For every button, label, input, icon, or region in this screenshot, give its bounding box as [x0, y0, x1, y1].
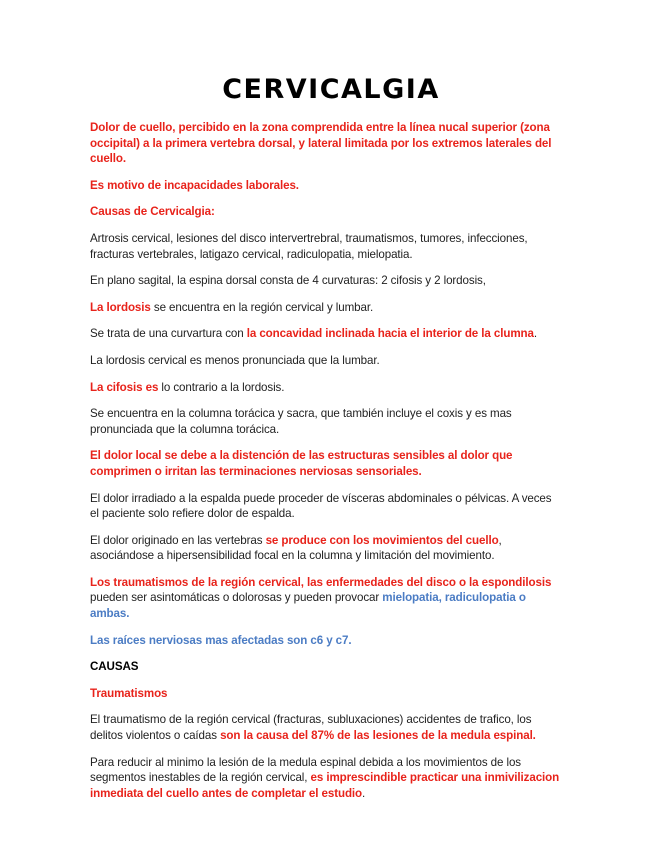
paragraph-traumatismos-region	[90, 575, 560, 622]
paragraph-dolor-local: El dolor local se debe a la distención de las estructuras sensibles al dolor que comprimen o irritan las terminaciones nerviosas sensoriales.	[90, 449, 513, 478]
paragraph-raices-nerviosas: Las raíces nerviosas mas afectadas son c6 y c7.	[90, 633, 352, 647]
concavidad-highlight: la concavidad inclinada hacia el interior de la clumna	[246, 327, 534, 341]
document-body	[90, 120, 560, 812]
reducir-end: .	[362, 786, 366, 800]
paragraph-definition: Dolor de cuello, percibido en la zona comprendida entre la línea nucal superior (zona occipital) a la primera vertebra dorsal, y lateral limitada por los extremos laterales del cuello.	[90, 121, 552, 166]
causa-87-highlight: son la causa del 87% de las lesiones de la medula espinal.	[220, 729, 536, 743]
lordosis-text: se encuentra en la región cervical y lumbar.	[150, 300, 374, 314]
paragraph-dolor-irradiado: El dolor irradiado a la espalda puede proceder de vísceras abdominales o pélvicas. A veces el paciente solo refiere dolor de espalda.	[90, 491, 552, 521]
paragraph-causas-list: Artrosis cervical, lesiones del disco intervertrebral, traumatismos, tumores, infecciones, fracturas vertebrales, latigazo cervical, radiculopatia, mielopatia.	[90, 231, 528, 261]
traumatismo-text: El traumatismo de la región cervical (fracturas, subluxaciones) accidentes de trafico, los delitos violentos o caídas	[90, 713, 532, 743]
movimientos-highlight: se produce con los movimientos del cuello	[265, 533, 499, 547]
paragraph-incapacidades: Es motivo de incapacidades laborales.	[90, 178, 299, 192]
curvatura-text: Se trata de una curvartura con	[90, 327, 247, 341]
paragraph-reducir-lesion	[90, 755, 560, 802]
curvatura-end: .	[533, 327, 537, 341]
inmovilizacion-highlight: es imprescindible practicar una inmivilizacion inmediata del cuello antes de completar el estudio	[90, 771, 560, 800]
vertebras-text: El dolor originado en las vertebras	[90, 533, 266, 547]
heading-causas: CAUSAS	[90, 660, 139, 674]
paragraph-traumatismo-region	[90, 712, 560, 743]
paragraph-cifosis	[90, 380, 560, 396]
paragraph-lordosis	[90, 300, 560, 316]
heading-traumatismos: Traumatismos	[90, 686, 168, 700]
paragraph-dolor-vertebras	[90, 533, 560, 564]
lordosis-term: La lordosis	[90, 300, 151, 314]
document-title: CERVICALGIA	[222, 74, 440, 105]
mielopatia-highlight: mielopatia, radiculopatia o ambas.	[90, 591, 526, 621]
traumatismos-highlight: Los traumatismos de la región cervical, las enfermedades del disco o la espondilosis	[90, 575, 552, 589]
paragraph-columna-toracica: Se encuentra en la columna torácica y sacra, que también incluye el coxis y es mas pronunciada que la columna torácica.	[90, 407, 512, 436]
heading-causas-cervicalgia: Causas de Cervicalgia:	[90, 205, 215, 219]
cifosis-text: lo contrario a la lordosis.	[158, 380, 285, 394]
vertebras-end: , asociándose a hipersensibilidad focal en la columna y limitación del movimiento.	[90, 533, 502, 563]
traumatismos-text: pueden ser asintomáticas o dolorosas y pueden provocar	[90, 591, 383, 605]
reducir-text: Para reducir al minimo la lesión de la medula espinal debida a los movimientos de los segmentos inestables de la región cervical,	[90, 755, 522, 785]
cifosis-term: La cifosis es	[90, 380, 159, 394]
paragraph-curvatura	[90, 326, 560, 342]
paragraph-lordosis-cervical: La lordosis cervical es menos pronunciada que la lumbar.	[90, 353, 380, 367]
paragraph-plano-sagital: En plano sagital, la espina dorsal consta de 4 curvaturas: 2 cifosis y 2 lordosis,	[90, 274, 486, 288]
